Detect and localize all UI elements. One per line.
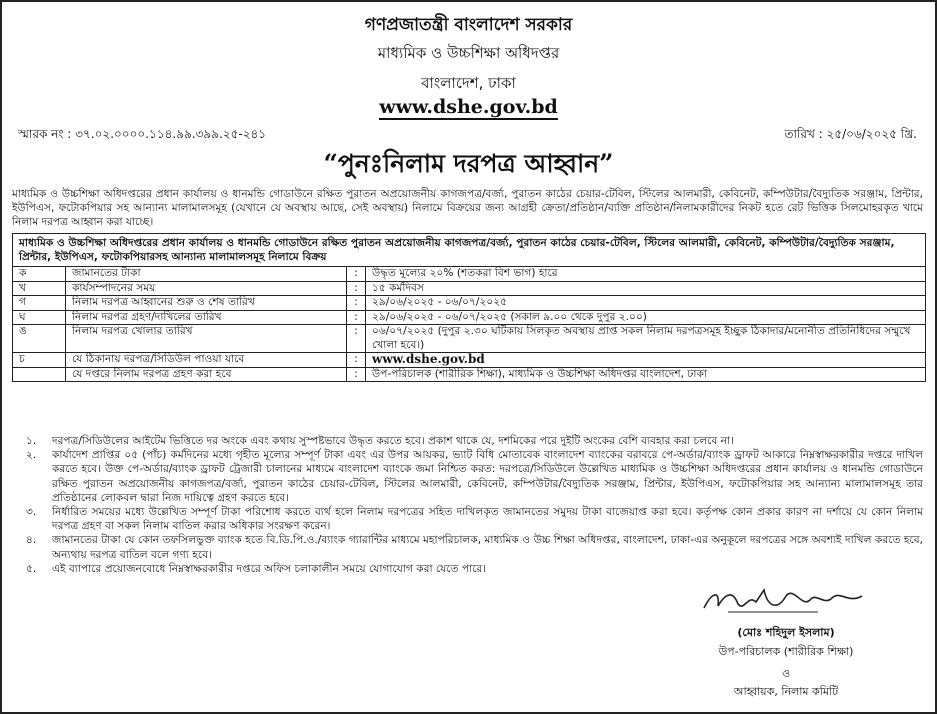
table-row <box>13 267 926 282</box>
row-label: নিলাম দরপত্র আহ্বানের শুরু ও শেষ তারিখ <box>66 296 347 311</box>
row-separator: : <box>347 267 366 282</box>
row-value: ২৯/০৬/২০২৫ - ০৬/০৭/২০২৫ <box>366 296 926 311</box>
row-value: উপ-পরিচালক (শারীরিক শিক্ষা), মাধ্যমিক ও উচ্চশিক্ষা অধিদপ্তর বাংলাদেশ, ঢাকা <box>366 367 926 382</box>
condition-number: ৩. <box>26 506 37 519</box>
table-row <box>13 325 926 353</box>
list-item <box>12 448 923 505</box>
row-key <box>13 367 66 382</box>
list-item <box>12 505 923 533</box>
website-link[interactable] <box>2 96 935 118</box>
row-key: গ <box>13 296 66 311</box>
condition-number: ১. <box>26 435 37 447</box>
website-text[interactable]: www.dshe.gov.bd <box>379 96 558 118</box>
list-item <box>12 533 923 561</box>
condition-number: ২. <box>26 449 37 462</box>
row-label: জামানতের টাকা <box>66 267 347 282</box>
row-separator: : <box>347 296 366 311</box>
row-label: নিলাম দরপত্র খোলার তারিখ <box>66 325 347 353</box>
signatory-role: আহ্বায়ক, নিলাম কমিটি <box>733 685 839 698</box>
row-key: ঙ <box>13 325 66 353</box>
row-label: যে দপ্তরে নিলাম দরপত্র গ্রহণ করা হবে <box>66 367 347 382</box>
conditions-list <box>12 434 923 576</box>
row-value: ০৬/০৭/২০২৫ (দুপুর ২.৩০ ঘটিকায় সিলকৃত অবস্থায় প্রাপ্ত সকল নিলাম দরপত্রসমূহ ইচ্ছুক ঠিকাদার/মনোনীত প্রতিনিধিদের সম্মুখে খোলা হবে।) <box>366 325 926 353</box>
row-key: ঘ <box>13 310 66 325</box>
list-item <box>12 434 923 448</box>
notice-title: “পুনঃনিলাম দরপত্র আহ্বান” <box>323 149 614 178</box>
signatory-conjunction: ও <box>781 667 791 680</box>
signatory-name: (মোঃ শহিদুল ইসলাম) <box>737 626 835 639</box>
row-value-link[interactable]: www.dshe.gov.bd <box>366 353 926 368</box>
row-key: ক <box>13 267 66 282</box>
condition-text: জামানতের টাকা যে কোন তফসিলভুক্ত ব্যাংক হতে বি.ডি.পি.ও./ব্যাংক গ্যারান্টির মাধ্যমে মহাপরিচালক, মাধ্যমিক ও উচ্চ শিক্ষা অধিদপ্তর, বাংলাদেশ, ঢাকা-এর অনুকূলে দরপত্রের সঙ্গে অবশ্যই দাখিল করতে হবে, অন্যথায় দরপত্র বাতিল বলে গণ্য হবে। <box>52 534 923 561</box>
condition-number: ৪. <box>26 534 37 547</box>
row-key: খ <box>13 281 66 296</box>
table-header: মাধ্যমিক ও উচ্চশিক্ষা অধিদপ্তরের প্রধান কার্যালয় ও ধানমন্ডি গোডাউনে রক্ষিত পুরাতন অপ্রয়োজনীয় কাগজপত্র/বর্জ্য, পুরাতন কাঠের চেয়ার-টেবিল, স্টিলের আলমারী, কেবিনেট, কম্পিউটার/বৈদ্যুতিক সরঞ্জাম, প্রিন্টার, ইউপিএস, ফটোকপিয়ারসহ আন্যান্য মালামালসমূহ নিলামে বিক্রয় <box>13 234 926 267</box>
condition-number: ৫. <box>26 562 37 575</box>
table-row <box>13 296 926 311</box>
row-value: ২৯/০৬/২০২৫ - ০৬/০৭/২০২৫ (সকাল ৯.০০ থেকে দুপুর ২.০০) <box>366 310 926 325</box>
issue-date: তারিখ : ২৫/০৬/২০২৫ খ্রি. <box>784 127 917 141</box>
directorate-name: মাধ্যমিক ও উচ্চশিক্ষা অধিদপ্তর <box>377 44 560 62</box>
row-separator: : <box>347 281 366 296</box>
row-separator: : <box>347 325 366 353</box>
condition-text: এই ব্যাপারে প্রয়োজনবোধে নিম্নস্বাক্ষরকারীর দপ্তরে অফিস চলাকালীন সময়ে যোগাযোগ করা যেতে পারে। <box>52 562 487 575</box>
row-key: চ <box>13 353 66 368</box>
row-label: যে ঠিকানায় দরপত্র/সিডিউল পাওয়া যাবে <box>66 353 347 368</box>
signatory-designation: উপ-পরিচালক (শারীরিক শিক্ষা) <box>718 645 854 658</box>
table-row <box>13 353 926 368</box>
govt-name: গণপ্রজাতন্ত্রী বাংলাদেশ সরকার <box>364 15 573 35</box>
row-separator: : <box>347 367 366 382</box>
table-row <box>13 281 926 296</box>
table-row <box>13 310 926 325</box>
row-value: ১৫ কর্মদিবস <box>366 281 926 296</box>
list-item <box>12 562 923 576</box>
row-label: কার্যসম্পাদনের সময় <box>66 281 347 296</box>
memo-number: স্মারক নং : ৩৭.০২.০০০০.১১৪.৯৯.৩৯৯.২৫-২৪১ <box>18 127 267 141</box>
condition-text: দরপত্র/সিডিউলের আইটেম ভিত্তিতে দর অংকে এবং কথায় সুস্পষ্টভাবে উদ্ধৃত করতে হবে। প্রকাশ থাকে যে, দশমিকের পরে দুইটি অংকের বেশি ব্যবহার করা চলবে না। <box>52 435 734 447</box>
intro-paragraph: মাধ্যমিক ও উচ্চশিক্ষা অধিদপ্তরের প্রধান কার্যালয় ও ধানমন্ডি গোডাউনে রক্ষিত পুরাতন অপ্রয়োজনীয় কাগজপত্র/বর্জ্য, পুরাতন কাঠের চেয়ার-টেবিল, স্টিলের আলমারী, কেবিনেট, কম্পিউটার/বৈদ্যুতিক সরঞ্জাম, প্রিন্টার, ইউপিএস, ফটোকপিয়ার সহ আন্যান্য মালামালসমূহ (যেখানে যে অবস্থায় আছে, সেই অবস্থায়) নিলামে বিক্রয়ের জন্য আগ্রহী ক্রেতা/প্রতিষ্ঠান/ব্যক্তি প্রতিষ্ঠান/নিলামকারীদের নিকট হতে রেট ভিত্তিক সিলমোহরকৃত খামে নিলাম দরপত্র আহ্বান করা যাচ্ছে। <box>12 188 923 228</box>
condition-text: কার্যাদেশ প্রাপ্তির ০৫ (পাঁচ) কর্মদিনের মধ্যে গৃহীত মূল্যের সম্পূর্ণ টাকা এবং এর উপর আয়কর, ভ্যাট বিধি মোতাবেক বাংলাদেশ ব্যাংকের বরাবরে পে-অর্ডার/ব্যাংক ড্রাফট আকারে নিম্নস্বাক্ষরকারীর দপ্তরে দাখিল করতে হবে। উক্ত পে-অর্ডার/ব্যাংক ড্রাফট ট্রেজারী চালানের মাধ্যমে বাংলাদেশ ব্যাংকে জমা নিশ্চিত করত: দরপত্রে/সিডিউলে উল্লেখিত মাধ্যমিক ও উচ্চশিক্ষা অধিদপ্তরের প্রধান কার্যালয় ও ধানমন্ডি গোডাউনে রক্ষিত পুরাতন অপ্রয়োজনীয় কাগজপত্র/বর্জ্য, পুরাতন কাঠের চেয়ার-টেবিল, স্টিলের আলমারী, কেবিনেট, কম্পিউটার/বৈদ্যুতিক সরঞ্জাম, প্রিন্টার, ইউপিএস, ফটোকপিয়ার সহ আন্যান্য মালামালসমূহ তার প্রতিষ্ঠানের লোকবল দ্বারা নিজ দায়িত্বে গ্রহণ করতে হবে। <box>52 449 923 504</box>
signature-icon <box>698 582 868 618</box>
location: বাংলাদেশ, ঢাকা <box>421 74 516 92</box>
condition-text: নির্ধারিত সময়ের মধ্যে উল্লেখিত সম্পূর্ণ টাকা পরিশোধ করতে ব্যর্থ হলে নিলাম দরপত্রের সহিত দাখিলকৃত জামানতের সমুদয় টাকা বাজেয়াপ্ত করা হবে। কর্তৃপক্ষ কোন প্রকার কারণ না দর্শায়ে যে কোন নিলাম দরপত্র গ্রহণ বা সকল নিলাম বাতিল করার অধিকার সংরক্ষণ করেন। <box>52 506 923 533</box>
row-label: নিলাম দরপত্র গ্রহণ/দাখিলের তারিখ <box>66 310 347 325</box>
row-separator: : <box>347 310 366 325</box>
row-value: উদ্ধৃত মূল্যের ২০% (শতকরা বিশ ভাগ) হারে <box>366 267 926 282</box>
row-separator: : <box>347 353 366 368</box>
table-row <box>13 367 926 382</box>
tender-details-table <box>12 233 926 382</box>
table-header-row <box>13 234 926 267</box>
